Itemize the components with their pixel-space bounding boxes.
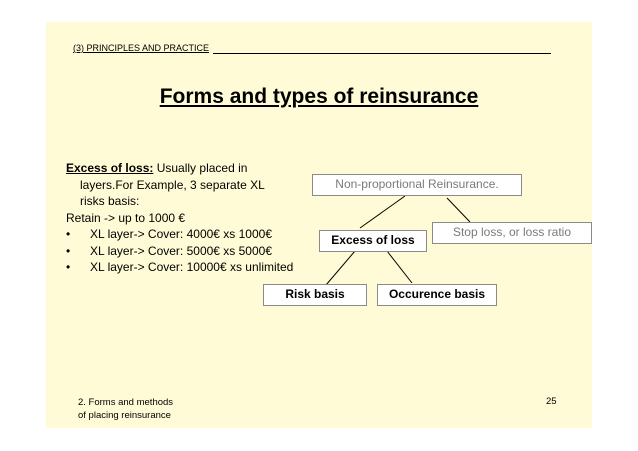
bullet-text: XL layer-> Cover: 10000€ xs unlimited <box>90 260 294 274</box>
box-occurence-basis: Occurence basis <box>377 284 497 306</box>
page-number: 25 <box>546 396 557 407</box>
slide-header <box>73 43 551 53</box>
body-line-1 <box>66 160 346 177</box>
slide-footer <box>78 396 173 422</box>
header-rule <box>213 53 551 54</box>
bullet-text: XL layer-> Cover: 4000€ xs 1000€ <box>90 227 272 241</box>
bullet-text: XL layer-> Cover: 5000€ xs 5000€ <box>90 243 272 258</box>
body-line-2: layers.For Example, 3 separate XL <box>80 177 265 192</box>
box-risk-basis: Risk basis <box>263 284 367 306</box>
box-non-proportional: Non-proportional Reinsurance. <box>312 174 522 196</box>
body-text <box>66 160 346 276</box>
box-excess-of-loss: Excess of loss <box>319 230 427 252</box>
body-line-4: Retain -> up to 1000 € <box>66 210 186 225</box>
bullet-icon: • <box>66 260 71 274</box>
box-stop-loss: Stop loss, or loss ratio <box>432 222 592 244</box>
body-line-3: risks basis: <box>80 194 140 208</box>
bullet-icon: • <box>66 227 71 241</box>
bullet-item <box>66 243 346 260</box>
bullet-item <box>66 259 346 276</box>
bullet-item <box>66 226 346 243</box>
footer-line-1: 2. Forms and methods <box>78 397 174 408</box>
footer-line-2: of placing reinsurance <box>78 410 171 421</box>
bullet-icon: • <box>66 243 71 258</box>
body-lead-rest: Usually placed in <box>153 161 248 175</box>
header-text: (3) PRINCIPLES AND PRACTICE <box>73 43 210 53</box>
body-lead: Excess of loss: <box>66 161 154 175</box>
slide-title: Forms and types of reinsurance <box>159 85 479 108</box>
